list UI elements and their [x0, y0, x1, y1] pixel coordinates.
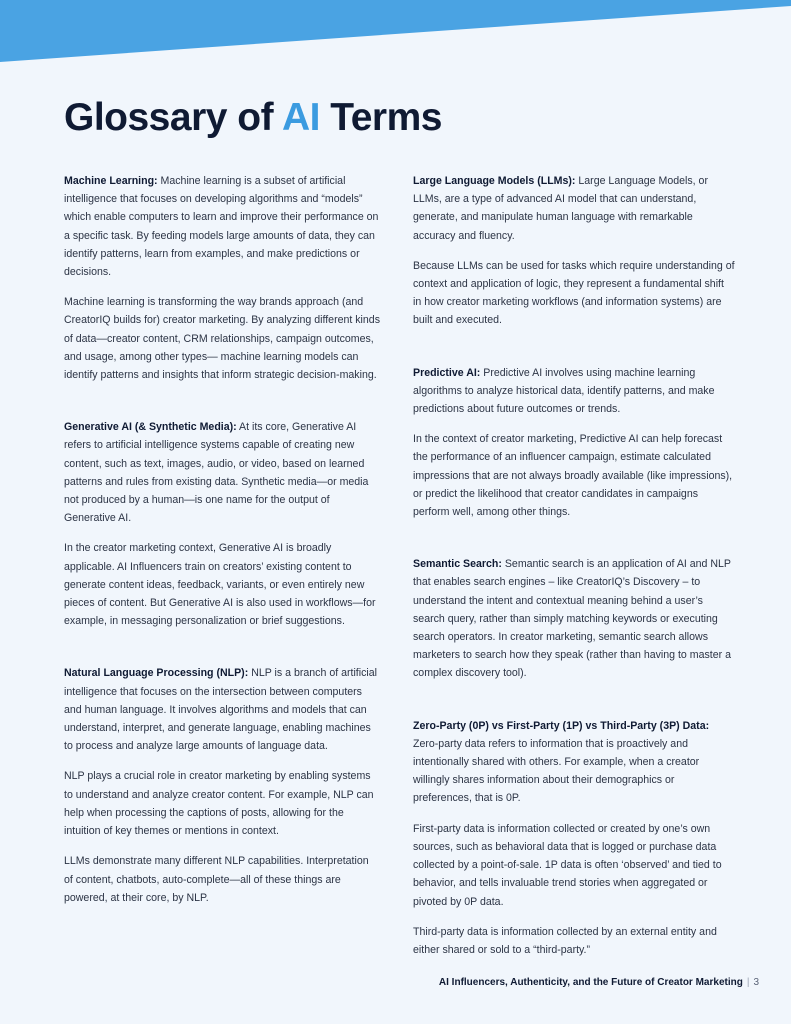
entry-generative-ai — [64, 418, 380, 630]
nlp-definition: Natural Language Processing (NLP): NLP is a branch of artificial intelligence that focuses on the intersection between computers and human language. It involves algorithms and models that can understand, interpret, and generate language, enabling machines to process and analyze large amounts of language data. — [64, 667, 378, 753]
title-accent: AI — [281, 96, 320, 139]
machine-learning-definition: Machine Learning: Machine learning is a subset of artificial intelligence that focuses on developing algorithms and “models” which enable computers to learn and improve their performance on a specific task. By feeding models large amounts of data, they can identify patterns, learn from examples, and make predictions or decisions. — [64, 175, 379, 279]
right-column — [413, 172, 735, 971]
footer-separator: | — [746, 977, 750, 988]
entry-predictive-ai — [413, 364, 735, 522]
term-heading: Generative AI (& Synthetic Media): — [64, 421, 237, 434]
machine-learning-context: Machine learning is transforming the way brands approach (and CreatorIQ builds for) creator marketing. By analyzing different kinds of data—creator content, CRM relationships, campaign outcomes, and usage, among other types— machine learning models can identify patterns and insights that inform strategic decision-making. — [64, 296, 380, 382]
term-heading: Large Language Models (LLMs): — [413, 175, 576, 187]
llms-definition: Large Language Models (LLMs): Large Language Models, or LLMs, are a type of advanced AI model that can understand, generate, and manipulate human language with remarkable accuracy and fluency. — [413, 175, 708, 242]
nlp-llm-note: LLMs demonstrate many different NLP capabilities. Interpretation of content, chatbots, auto-complete—all of these things are powered, at their core, by NLP. — [64, 855, 369, 904]
nlp-context: NLP plays a crucial role in creator marketing by enabling systems to understand and analyze creator content. For example, NLP can help when processing the captions of posts, allowing for the intuition of key themes or mentions in context. — [64, 770, 374, 838]
predictive-ai-context: In the context of creator marketing, Predictive AI can help forecast the performance of an influencer campaign, estimate calculated impressions that are not always broadly available (like impressions), or predict the likelihood that creator candidates in campaigns perform well, among other things. — [413, 433, 733, 519]
entry-machine-learning — [64, 172, 380, 384]
term-heading: Zero-Party (0P) vs First-Party (1P) vs Third-Party (3P) Data: — [413, 719, 710, 732]
entry-llms — [413, 172, 735, 330]
term-heading: Semantic Search: — [413, 558, 502, 571]
term-heading: Predictive AI: — [413, 366, 481, 379]
left-column — [64, 172, 380, 919]
first-party-definition: First-party data is information collected or created by one’s own sources, such as behavioral data that is logged or purchase data collected by a point-of-sale. 1P data is often ‘observed’ and tied to behavior, and tells invaluable trend stories when aggregated or pivoted by 0P data. — [413, 822, 722, 908]
semantic-search-definition: Semantic Search: Semantic search is an application of AI and NLP that enables search engines – like CreatorIQ’s Discovery – to understand the intent and contextual meaning behind a user’s search query, rather than simply matching keywords or executing search operators. In creator marketing, semantic search allows marketers to search how they speak (rather than having to master a complex discovery tool). — [413, 558, 731, 680]
generative-ai-context: In the creator marketing context, Generative AI is broadly applicable. AI Influencers train on creators’ existing content to generate content ideas, feedback, variants, or even entirely new pieces of content. But Generative AI is also used in workflows—for example, in messaging personalization or brief suggestions. — [64, 542, 376, 628]
term-heading: Natural Language Processing (NLP): — [64, 667, 249, 680]
page-footer — [439, 977, 759, 988]
generative-ai-definition: Generative AI (& Synthetic Media): At its core, Generative AI refers to artificial intelligence systems capable of creating new content, such as text, images, audio, or video, based on learned patterns and rules from existing data. Synthetic media—or media not produced by a human—is one name for the output of Generative AI. — [64, 421, 369, 525]
page-number: 3 — [753, 977, 759, 988]
llms-context: Because LLMs can be used for tasks which require understanding of context and application of logic, they represent a fundamental shift in how creator marketing workflows (and information systems) are built and executed. — [413, 259, 735, 327]
third-party-definition: Third-party data is information collected by an external entity and either shared or sold to a “third-party.” — [413, 925, 717, 956]
predictive-ai-definition: Predictive AI: Predictive AI involves using machine learning algorithms to analyze historical data, identify patterns, and make predictions about future outcomes or trends. — [413, 366, 715, 416]
top-banner — [0, 0, 791, 62]
zero-party-definition: Zero-Party (0P) vs First-Party (1P) vs Third-Party (3P) Data: Zero-party data refers to information that is proactively and intentionally shared with others. For example, when a creator willingly shares information about their demographics or preferences, that is 0P. — [413, 719, 710, 805]
entry-party-data — [413, 717, 735, 959]
entry-semantic-search — [413, 555, 735, 682]
page-title: Glossary of AI Terms — [64, 96, 442, 139]
entry-nlp — [64, 664, 380, 906]
footer-title: AI Influencers, Authenticity, and the Future of Creator Marketing — [438, 977, 743, 988]
term-heading: Machine Learning: — [64, 175, 158, 187]
